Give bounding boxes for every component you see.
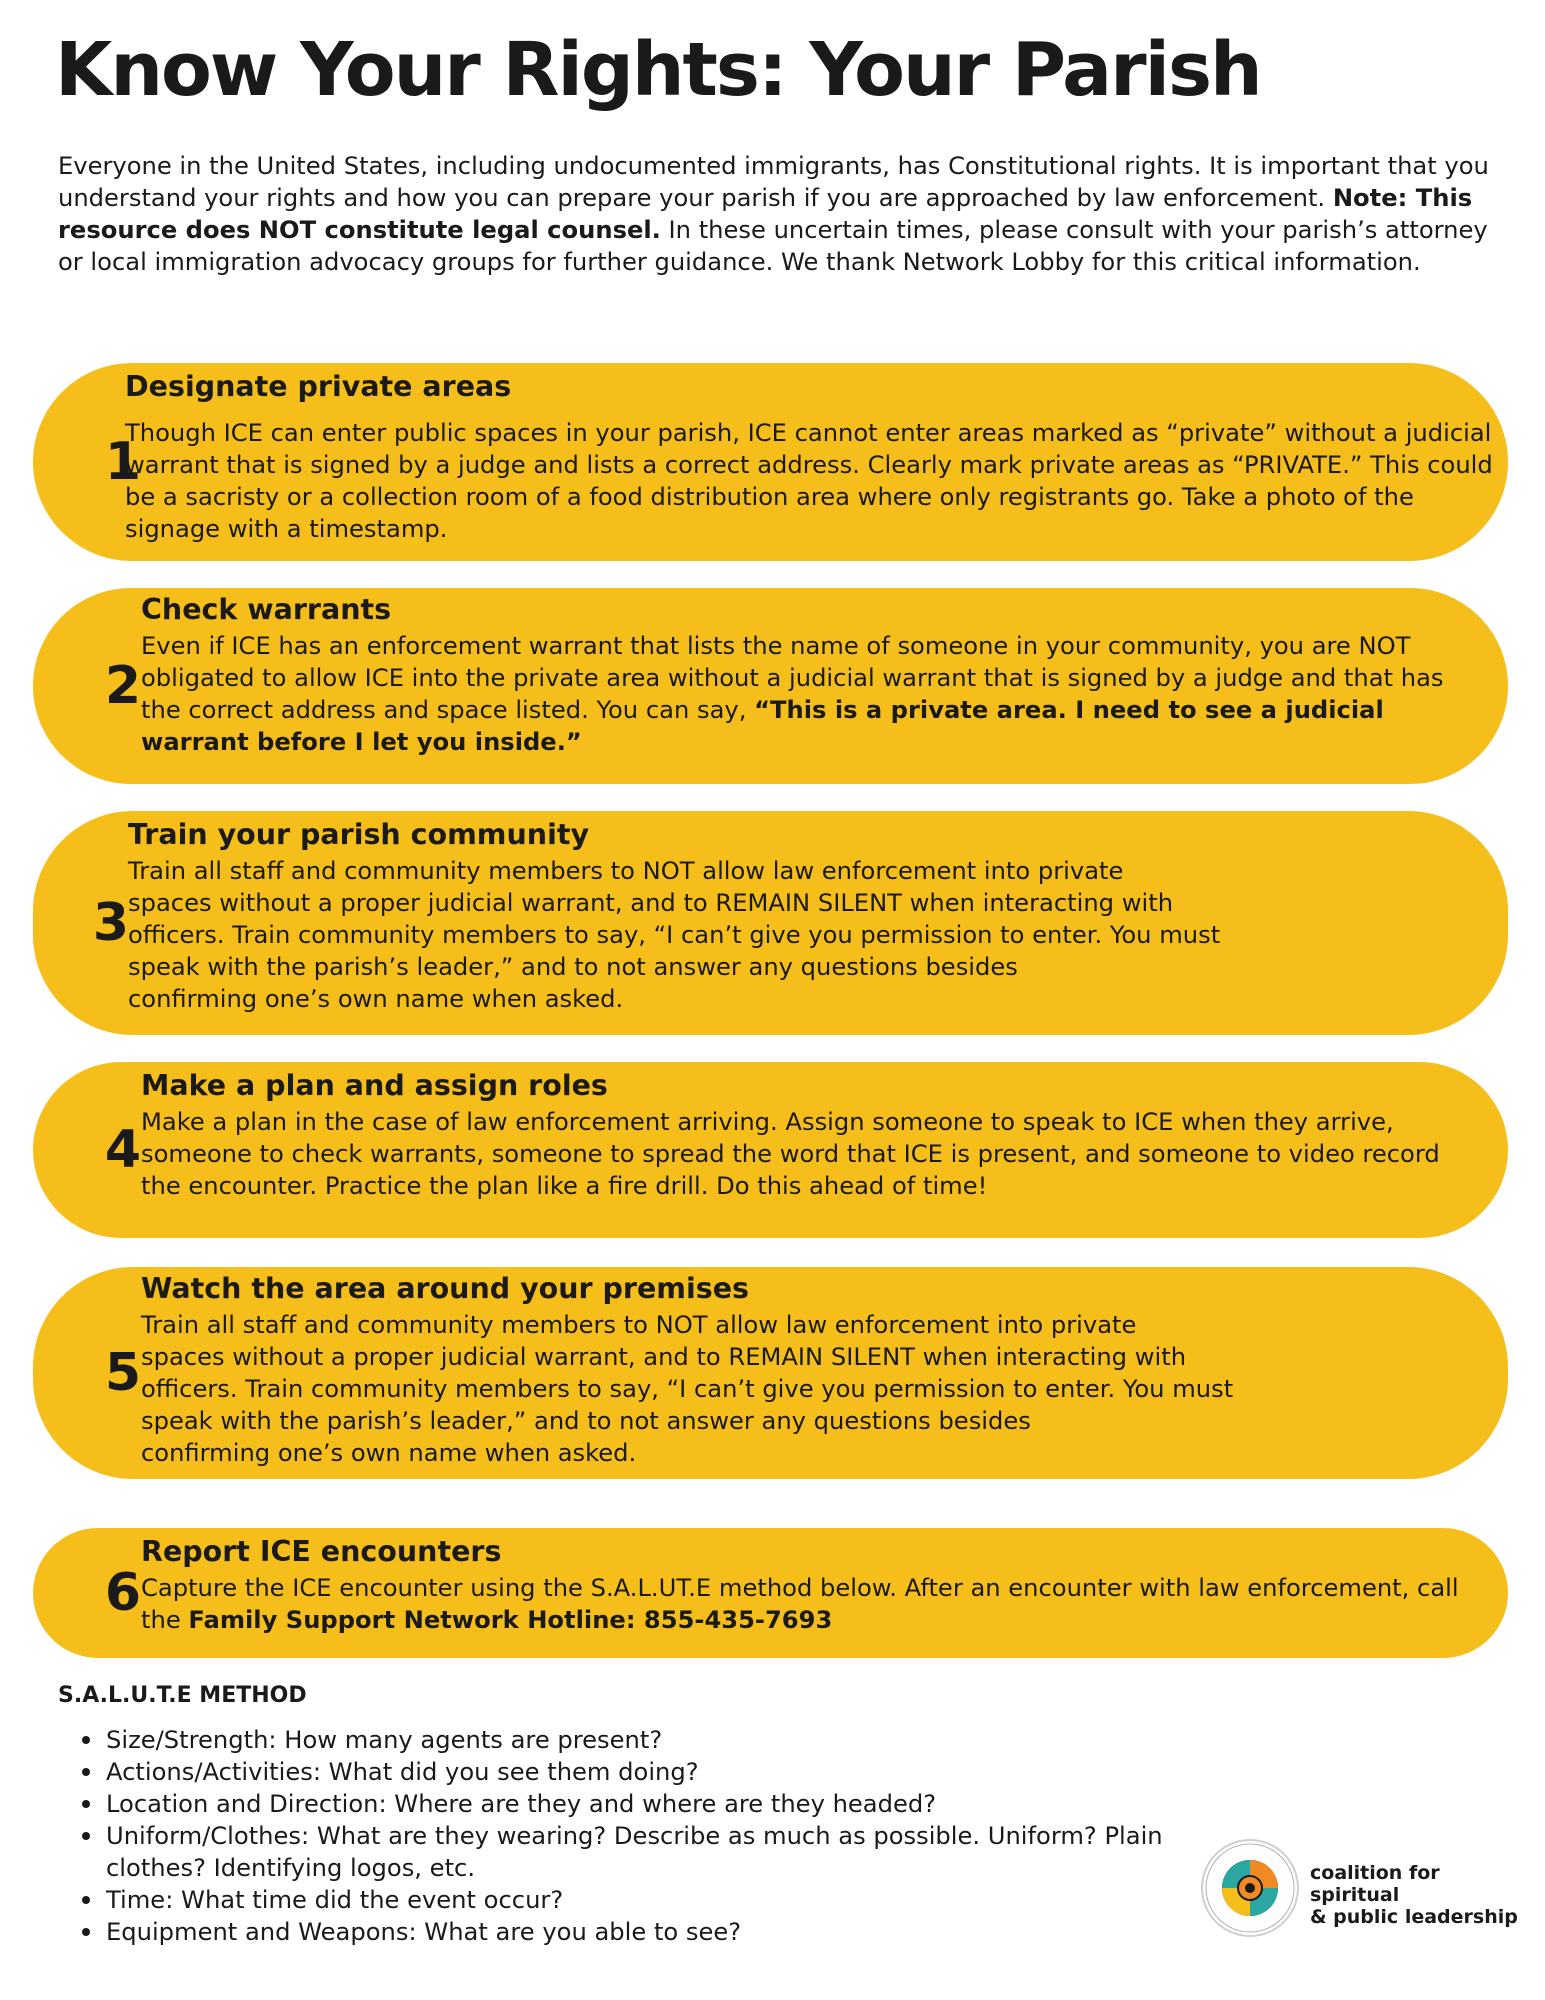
step-body-line: confirming one’s own name when asked. [128,985,624,1013]
step-body-line: Train all staff and community members to NOT allow law enforcement into private [128,857,1124,885]
step-body [128,855,1488,1015]
list-item: Location and Direction: Where are they and where are they headed? [80,1788,1230,1820]
step-3-card [33,811,1508,1035]
page-title: Know Your Rights: Your Parish [55,27,1261,113]
salute-heading: S.A.L.U.T.E METHOD [58,1683,307,1708]
intro-text-continued: In these uncertain times, please consult with your parish’s attorney or local immigration advocacy groups for further guidance. We thank Network Lobby for this critical information. [58,216,1488,276]
step-body-line: officers. Train community members to say, “I can’t give you permission to enter. You must [128,921,1221,949]
step-heading: Designate private areas [125,370,512,403]
step-body-line: Train all staff and community members to NOT allow law enforcement into private [141,1311,1137,1339]
step-heading: Watch the area around your premises [141,1272,750,1305]
salute-list [80,1724,1230,1948]
step-body [141,1572,1481,1636]
intro-paragraph [58,150,1498,278]
step-body-text: Capture the ICE encounter using the S.A.L.UT.E method below. After an encounter with law enforcement, call the [141,1574,1459,1634]
organization-name-line: coalition for spiritual [1310,1862,1440,1906]
organization-logo [1200,1838,1520,1948]
step-heading: Train your parish community [128,818,590,851]
step-2-card [33,588,1508,784]
step-1-card [33,363,1508,561]
organization-name [1310,1862,1520,1928]
intro-text: Everyone in the United States, including undocumented immigrants, has Constitutional rights. It is important that you understand your rights and how you can prepare your parish if you are approached by law enforcement. [58,152,1489,212]
list-item: Size/Strength: How many agents are present? [80,1724,1230,1756]
step-body-line: officers. Train community members to say, “I can’t give you permission to enter. You must [141,1375,1234,1403]
list-item: Time: What time did the event occur? [80,1884,1230,1916]
step-body-text: Even if ICE has an enforcement warrant that lists the name of someone in your community, you are NOT obligated to allow ICE into the private area without a judicial warrant that is signed by a judge and that has the correct address and space listed. You can say, [141,632,1444,724]
step-body-line: speak with the parish’s leader,” and to not answer any questions besides [141,1407,1031,1435]
coalition-seal-icon [1200,1838,1300,1938]
step-number: 5 [104,1343,142,1403]
step-body-line: speak with the parish’s leader,” and to not answer any questions besides [128,953,1018,981]
hotline-number: Family Support Network Hotline: 855-435-7693 [188,1606,833,1634]
step-heading: Check warrants [141,593,392,626]
step-heading: Make a plan and assign roles [141,1069,608,1102]
step-body: Though ICE can enter public spaces in your parish, ICE cannot enter areas marked as “private” without a judicial warrant that is signed by a judge and lists a correct address. Clearly mark private areas as “PRIVATE.” This could be a sacristy or a collection room of a food distribution area where only registrants go. Take a photo of the signage with a timestamp. [125,419,1493,543]
step-body-line: spaces without a proper judicial warrant, and to REMAIN SILENT when interacting with [141,1343,1187,1371]
list-item: Actions/Activities: What did you see them doing? [80,1756,1230,1788]
step-body: Make a plan in the case of law enforcement arriving. Assign someone to speak to ICE when they arrive, someone to check warrants, someone to spread the word that ICE is present, and someone to video record the encounter. Practice the plan like a fire drill. Do this ahead of time! [141,1108,1440,1200]
step-number: 1 [104,432,142,492]
intro-note: Note: This resource does NOT constitute legal counsel. [58,184,1473,244]
step-number: 4 [104,1120,142,1180]
step-body [141,630,1466,758]
step-number: 3 [92,893,130,953]
step-5-card [33,1267,1508,1479]
organization-name-line: & public leadership [1310,1906,1518,1928]
step-heading: Report ICE encounters [141,1535,502,1568]
step-6-card [33,1528,1508,1658]
list-item: Uniform/Clothes: What are they wearing? Describe as much as possible. Uniform? Plain clothes? Identifying logos, etc. [80,1820,1230,1884]
step-number: 6 [104,1563,142,1623]
list-item: Equipment and Weapons: What are you able to see? [80,1916,1230,1948]
step-body-line: spaces without a proper judicial warrant, and to REMAIN SILENT when interacting with [128,889,1174,917]
step-body-quote: “This is a private area. I need to see a judicial warrant before I let you inside.” [141,696,1384,756]
step-number: 2 [104,656,142,716]
step-body-line: confirming one’s own name when asked. [141,1439,637,1467]
step-body [141,1309,1481,1469]
step-4-card [33,1062,1508,1238]
